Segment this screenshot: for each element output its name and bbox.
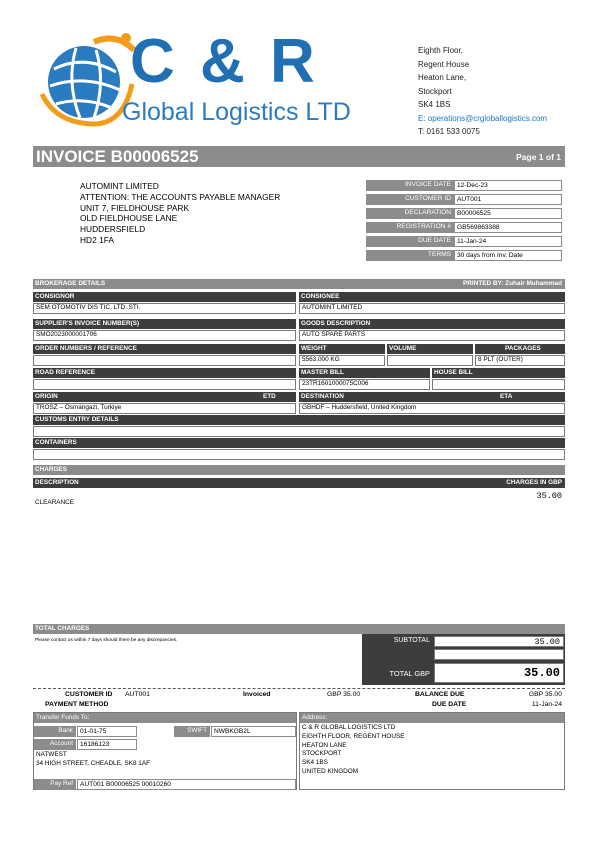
address-label: Address: [300,713,564,723]
eta-label: ETA [500,393,513,400]
origin-header [33,392,296,402]
bank-value: 01-01-75 [77,726,137,737]
balance-due-label: BALANCE DUE [415,691,465,698]
total-charges-header: TOTAL CHARGES [33,624,565,634]
description-column: DESCRIPTION [35,479,79,486]
road-reference-label: ROAD REFERENCE [33,368,296,378]
swift-label: SWIFT [174,726,210,737]
meta-label: REGISTRATION # [366,222,454,233]
globe-icon [36,24,136,134]
remit-address-box [299,712,565,790]
brokerage-title: BROKERAGE DETAILS [35,280,106,287]
email-link[interactable]: E: operations@crgloballogistics.com [418,113,548,123]
company-logo [30,20,365,150]
customs-entry-label: CUSTOMS ENTRY DETAILS [33,415,565,425]
remit-divider [33,688,565,689]
master-bill-label: MASTER BILL [299,368,430,378]
logo-sub-text: Global Logistics LTD [122,98,351,126]
meta-label: INVOICE DATE [366,180,454,191]
invoice-title-bar [33,146,565,167]
volume-value [387,355,473,366]
meta-label: CUSTOMER ID [366,194,454,205]
address-line: Heaton Lane, [418,73,467,82]
bank-address: 34 HIGH STREET, CHEADLE, SK8 1AF [36,760,151,767]
payment-method-label: PAYMENT METHOD [45,701,109,708]
consignor-value: SEM OTOMOTIV DIS TIC. LTD. STI. [33,303,296,314]
consignee-label: CONSIGNEE [299,292,565,302]
supplier-invoice-value: SMO2023000001706 [33,330,296,341]
customer-id-value: AUT001 [125,691,150,698]
bill-to-line: AUTOMINT LIMITED [80,181,159,191]
invoiced-value: GBP 35.00 [327,691,361,698]
meta-row [366,208,562,219]
bank-label: Bank [34,726,76,737]
remit-address-line: UNITED KINGDOM [302,767,359,775]
transfer-box [33,712,297,790]
meta-label: DECLARATION [366,208,454,219]
phone-text: T: 0161 533 0075 [418,127,480,136]
charge-description: CLEARANCE [35,499,75,506]
address-line: Regent House [418,59,470,69]
payref-label: Pay Ref [34,779,76,790]
amount-column: CHARGES IN GBP [506,479,562,486]
remit-address-line: SK4 1BS [302,759,328,767]
address-line: SK4 1BS [418,100,451,109]
remit-address-lines [300,724,564,777]
bank-name: NATWEST [36,751,67,758]
due-date-label: DUE DATE [432,701,467,708]
consignor-label: CONSIGNOR [33,292,296,302]
bill-to-line: HD2 1FA [80,234,114,245]
charge-row [33,491,565,506]
invoiced-label: Invoiced [243,691,271,698]
consignee-value: AUTOMINT LIMITED [299,303,565,314]
remit-row-2 [33,701,565,710]
road-reference-value [33,379,296,390]
weight-label: WEIGHT [299,344,385,354]
transfer-label: Transfer Funds To: [34,713,296,723]
weight-value: 5563.000 KG [299,355,385,366]
bill-to-line: ATTENTION: THE ACCOUNTS PAYABLE MANAGER [80,191,281,202]
subtotal-value [434,636,564,647]
remit-address-line: C & R GLOBAL LOGISTICS LTD [302,724,396,731]
meta-row [366,180,562,191]
bill-to-line: OLD FIELDHOUSE LANE [80,213,178,224]
account-value: 16186123 [77,739,137,750]
customs-entry-value [33,426,565,437]
bank-row [34,726,296,737]
origin-value: TROSZ – Osmangazi, Turkiye [33,403,296,414]
packages-value: 8 PLT (OUTER) [475,355,565,366]
meta-label: DUE DATE [366,236,454,247]
logo-main-text: C & R [130,27,319,96]
bill-to-line: UNIT 7, FIELDHOUSE PARK [80,202,190,213]
printed-by: PRINTED BY: Zuhair Muhammad [463,280,562,287]
remit-address-line: EIGHTH FLOOR, REGENT HOUSE [302,732,405,740]
charges-columns [33,478,565,488]
total-value [434,663,564,683]
charge-amount: 35.00 [536,491,562,501]
house-bill-label: HOUSE BILL [432,368,565,378]
volume-label: VOLUME [387,344,473,354]
customer-id-label: CUSTOMER ID [65,691,113,698]
meta-value: 11-Jan-24 [454,236,562,247]
balance-due-value: GBP 35.00 [528,691,562,698]
discrepancy-note: Please contact us within 7 days should there be any discrepancies. [35,638,178,643]
swift-value: NWBKGB2L [211,726,296,737]
meta-value: GB569863388 [454,222,562,233]
goods-label: GOODS DESCRIPTION [299,319,565,329]
meta-value: 12-Dec-23 [454,180,562,191]
due-date-value: 11-Jan-24 [531,701,562,708]
invoice-title: INVOICE B00006525 [36,147,199,166]
packages-label: PACKAGES [475,344,565,354]
invoice-meta-table [366,180,562,261]
remit-address-line: STOCKPORT [302,750,342,758]
meta-value: B00006525 [454,208,562,219]
account-label: Account [34,739,76,750]
meta-label: TERMS [366,250,454,261]
master-bill-value: 23TR1601000075C006 [299,379,430,390]
goods-value: AUTO SPARE PARTS [299,330,565,341]
remit-address-line: HEATON LANE [302,741,347,749]
spacer-value [434,649,564,660]
subtotal-amount: 35.00 [534,637,560,647]
bill-to-line: HUDDERSFIELD [80,224,146,235]
supplier-invoice-label: SUPPLIER'S INVOICE NUMBER(S) [33,319,296,329]
order-label: ORDER NUMBERS / REFERENCE [33,344,296,354]
meta-value: 30 days from Inv. Date [454,250,562,261]
company-address [418,44,588,139]
meta-row [366,250,562,261]
account-row [34,739,296,750]
destination-label: DESTINATION [301,393,344,400]
address-line: Eighth Floor, [418,46,463,55]
meta-row [366,236,562,247]
brokerage-header [33,279,565,289]
payref-row [34,779,296,790]
origin-label: ORIGIN [35,393,58,400]
containers-label: CONTAINERS [33,438,565,448]
total-amount: 35.00 [523,666,560,680]
containers-value [33,449,565,460]
etd-label: ETD [263,393,276,400]
page-indicator: Page 1 of 1 [516,152,561,162]
remit-row-1 [33,691,565,700]
meta-value: AUT001 [454,194,562,205]
subtotal-label: SUBTOTAL [393,637,430,644]
destination-value: GBHDF – Huddersfield, United Kingdom [299,403,565,414]
order-value [33,355,296,366]
payref-value: AUT001 B00006525 00010260 [77,779,296,790]
address-line: Stockport [418,86,452,96]
house-bill-value [432,379,565,390]
destination-header [299,392,565,402]
bill-to-address [80,181,350,246]
meta-row [366,222,562,233]
charges-header: CHARGES [33,465,565,475]
total-label: TOTAL GBP [389,669,430,678]
meta-row [366,194,562,205]
